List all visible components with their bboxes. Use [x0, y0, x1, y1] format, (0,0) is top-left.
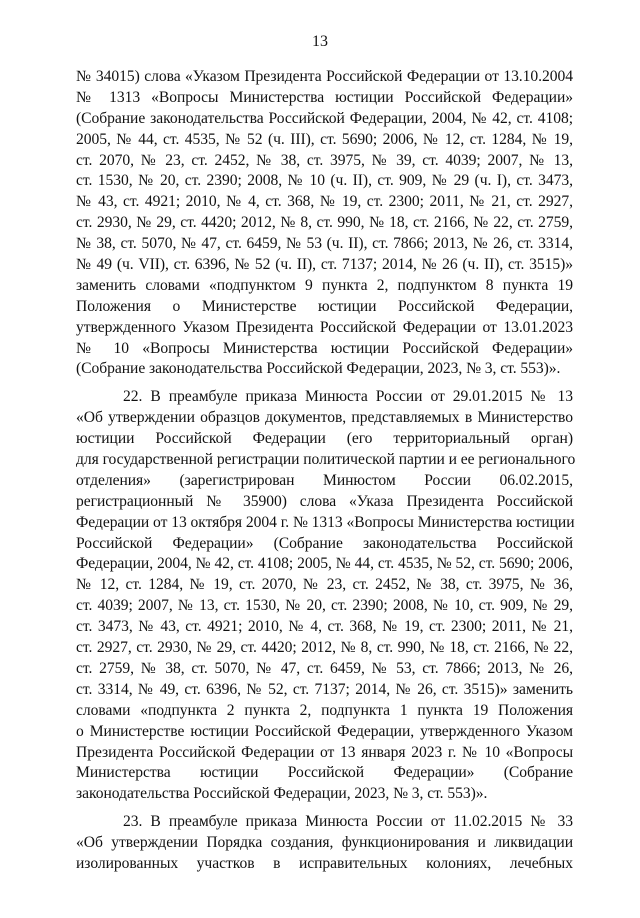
text-line: ст. 2759, № 38, ст. 5070, № 47, ст. 6459, № 53, ст. 7866; 2013, № 26, — [76, 659, 573, 677]
text-line: № 34015) слова «Указом Президента Российской Федерации от 13.10.2004 — [76, 68, 573, 85]
text-line: ст. 3473, № 43, ст. 4921; 2010, № 4, ст. 368, № 19, ст. 2300; 2011, № 21, — [76, 618, 573, 636]
text-line: утвержденного Указом Президента Российской Федерации от 13.01.2023 — [76, 318, 573, 336]
text-line: 23. В преамбуле приказа Минюста России от 11.02.2015 № 33 — [123, 813, 573, 831]
text-line: Президента Российской Федерации от 13 января 2023 г. № 10 «Вопросы — [76, 743, 573, 761]
text-line: № 49 (ч. VII), ст. 6396, № 52 (ч. II), ст. 7137; 2014, № 26 (ч. II), ст. 3515)» — [76, 256, 573, 274]
text-line: (Собрание законодательства Российской Федерации, 2004, № 42, ст. 4108; — [76, 109, 573, 127]
text-line: ст. 2930, № 29, ст. 4420; 2012, № 8, ст. 990, № 18, ст. 2166, № 22, ст. 2759, — [76, 214, 573, 232]
text-line: заменить словами «подпунктом 9 пункта 2, подпунктом 8 пункта 19 — [76, 276, 573, 294]
text-line: о Министерстве юстиции Российской Федерации, утвержденного Указом — [76, 722, 573, 740]
text-line: ст. 4039; 2007, № 13, ст. 1530, № 20, ст. 2390; 2008, № 10, ст. 909, № 29, — [76, 597, 573, 615]
text-line: юстиции Российской Федерации (его территориальный орган) — [76, 430, 573, 448]
text-line: Российской Федерации» (Собрание законодательства Российской — [76, 534, 573, 552]
paragraph-gap — [76, 380, 573, 387]
text-line: 22. В преамбуле приказа Минюста России от 29.01.2015 № 13 — [123, 388, 573, 406]
text-line: Федерации от 13 октября 2004 г. № 1313 «Вопросы Министерства юстиции — [76, 513, 575, 531]
paragraph-item-23 — [76, 812, 573, 875]
text-line: № 38, ст. 5070, № 47, ст. 6459, № 53 (ч. II), ст. 7866; 2013, № 26, ст. 3314, — [76, 235, 573, 253]
text-line: ст. 2070, № 23, ст. 2452, № 38, ст. 3975, № 39, ст. 4039; 2007, № 13, — [76, 151, 573, 169]
text-line: Федерации, 2004, № 42, ст. 4108; 2005, № 44, ст. 4535, № 52, ст. 5690; 2006, — [76, 555, 573, 573]
text-line: ст. 1530, № 20, ст. 2390; 2008, № 10 (ч. II), ст. 909, № 29 (ч. I), ст. 3473, — [76, 172, 573, 190]
text-line: словами «подпункта 2 пункта 2, подпункта 1 пункта 19 Положения — [76, 701, 573, 719]
text-line: регистрационный № 35900) слова «Указа Президента Российской — [76, 492, 573, 510]
page-number: 13 — [312, 33, 328, 50]
paragraph-continuation — [76, 67, 573, 380]
text-line: для государственной регистрации политической партии и ее регионального — [76, 451, 576, 469]
text-line: законодательства Российской Федерации, 2023, № 3, ст. 553)». — [76, 785, 488, 803]
text-line: ст. 3314, № 49, ст. 6396, № 52, ст. 7137; 2014, № 26, ст. 3515)» заменить — [76, 680, 573, 698]
text-line: 2005, № 44, ст. 4535, № 52 (ч. III), ст. 5690; 2006, № 12, ст. 1284, № 19, — [76, 130, 573, 148]
text-line: № 12, ст. 1284, № 19, ст. 2070, № 23, ст. 2452, № 38, ст. 3975, № 36, — [76, 576, 573, 594]
text-line: № 1313 «Вопросы Министерства юстиции Российской Федерации» — [76, 88, 573, 106]
paragraph-gap — [76, 805, 573, 812]
text-line: «Об утверждении образцов документов, представляемых в Министерство — [76, 409, 573, 427]
text-line: (Собрание законодательства Российской Федерации, 2023, № 3, ст. 553)». — [76, 360, 561, 378]
text-line: отделения» (зарегистрирован Минюстом России 06.02.2015, — [76, 471, 573, 489]
paragraph-item-22 — [76, 387, 576, 805]
text-line: изолированных участков в исправительных колониях, лечебных — [76, 854, 573, 872]
text-line: «Об утверждении Порядка создания, функционирования и ликвидации — [76, 834, 573, 852]
text-line: № 43, ст. 4921; 2010, № 4, ст. 368, № 19, ст. 2300; 2011, № 21, ст. 2927, — [76, 193, 573, 211]
text-line: № 10 «Вопросы Министерства юстиции Российской Федерации» — [76, 339, 573, 357]
document-body — [76, 67, 576, 875]
text-line: ст. 2927, ст. 2930, № 29, ст. 4420; 2012, № 8, ст. 990, № 18, ст. 2166, № 22, — [76, 639, 573, 657]
text-line: Положения о Министерстве юстиции Российской Федерации, — [76, 297, 573, 315]
text-line: Министерства юстиции Российской Федерации» (Собрание — [76, 764, 573, 782]
